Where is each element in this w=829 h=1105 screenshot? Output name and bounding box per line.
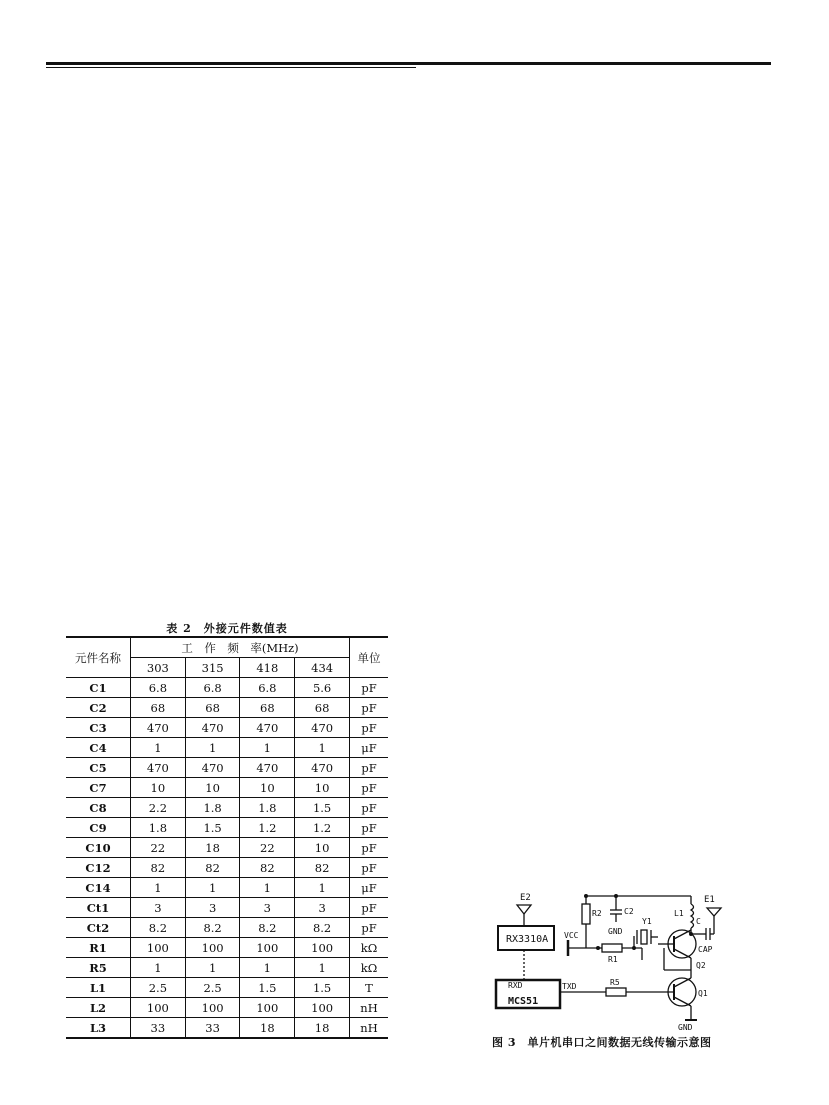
component-value: 10 xyxy=(295,838,350,858)
component-unit: pF xyxy=(350,678,389,698)
component-unit: kΩ xyxy=(350,958,389,978)
component-value: 470 xyxy=(295,758,350,778)
component-value: 1 xyxy=(240,738,295,758)
header-freq-315: 315 xyxy=(185,658,240,678)
component-value: 1.5 xyxy=(185,818,240,838)
component-unit: pF xyxy=(350,858,389,878)
component-value: 2.2 xyxy=(131,798,186,818)
component-value: 6.8 xyxy=(131,678,186,698)
component-value: 82 xyxy=(131,858,186,878)
table-row xyxy=(66,858,388,878)
component-unit: kΩ xyxy=(350,938,389,958)
table-row xyxy=(66,898,388,918)
component-value: 1 xyxy=(131,878,186,898)
component-name: C3 xyxy=(66,718,131,738)
component-unit: pF xyxy=(350,818,389,838)
table-row xyxy=(66,1018,388,1039)
component-value: 470 xyxy=(240,758,295,778)
figure-caption: 图 3 单片机串口之间数据无线传输示意图 xyxy=(492,1036,712,1049)
table-row xyxy=(66,758,388,778)
table-row xyxy=(66,698,388,718)
component-value: 1.8 xyxy=(131,818,186,838)
component-value: 8.2 xyxy=(185,918,240,938)
component-value: 10 xyxy=(295,778,350,798)
component-name: C4 xyxy=(66,738,131,758)
table-row xyxy=(66,878,388,898)
component-value: 8.2 xyxy=(131,918,186,938)
component-value: 1.2 xyxy=(240,818,295,838)
antenna-e1-icon xyxy=(707,908,721,916)
component-value: 18 xyxy=(185,838,240,858)
component-value: 68 xyxy=(240,698,295,718)
component-value: 3 xyxy=(295,898,350,918)
component-value: 6.8 xyxy=(240,678,295,698)
component-value: 1.5 xyxy=(295,978,350,998)
component-unit: μF xyxy=(350,878,389,898)
component-unit: pF xyxy=(350,778,389,798)
component-value: 100 xyxy=(295,998,350,1018)
table-row xyxy=(66,918,388,938)
table-row xyxy=(66,838,388,858)
component-unit: nH xyxy=(350,1018,389,1039)
component-value: 470 xyxy=(185,718,240,738)
component-value: 100 xyxy=(185,938,240,958)
component-value: 5.6 xyxy=(295,678,350,698)
component-unit: pF xyxy=(350,718,389,738)
component-value: 22 xyxy=(240,838,295,858)
component-value: 100 xyxy=(131,938,186,958)
component-value: 33 xyxy=(185,1018,240,1039)
r5-resistor xyxy=(606,988,626,996)
table-caption: 表 2 外接元件数值表 xyxy=(166,622,288,635)
label-rx3310a: RX3310A xyxy=(506,934,549,945)
component-value: 3 xyxy=(131,898,186,918)
component-value: 68 xyxy=(131,698,186,718)
component-name: L1 xyxy=(66,978,131,998)
component-value: 100 xyxy=(240,998,295,1018)
header-freq-418: 418 xyxy=(240,658,295,678)
circuit-diagram xyxy=(486,878,786,1033)
component-name: Ct1 xyxy=(66,898,131,918)
component-value: 100 xyxy=(185,998,240,1018)
component-unit: T xyxy=(350,978,389,998)
component-value: 82 xyxy=(185,858,240,878)
component-value: 18 xyxy=(240,1018,295,1039)
component-name: R5 xyxy=(66,958,131,978)
component-name: C1 xyxy=(66,678,131,698)
component-value: 1 xyxy=(185,878,240,898)
component-unit: pF xyxy=(350,898,389,918)
r1-resistor xyxy=(602,944,622,952)
table-row xyxy=(66,798,388,818)
component-value: 10 xyxy=(185,778,240,798)
label-c: C xyxy=(696,917,701,926)
label-gnd-top: GND xyxy=(608,927,623,936)
header-freq-303: 303 xyxy=(131,658,186,678)
header-freq-434: 434 xyxy=(295,658,350,678)
label-txd: TXD xyxy=(562,982,577,991)
header-rule-thin xyxy=(46,67,416,68)
component-value: 100 xyxy=(131,998,186,1018)
component-value: 1 xyxy=(185,738,240,758)
component-name: C12 xyxy=(66,858,131,878)
label-l1: L1 xyxy=(674,909,684,918)
table-row xyxy=(66,978,388,998)
table-row xyxy=(66,778,388,798)
component-unit: pF xyxy=(350,798,389,818)
component-value: 82 xyxy=(295,858,350,878)
label-e2: E2 xyxy=(520,893,531,903)
component-value: 2.5 xyxy=(131,978,186,998)
component-name: L3 xyxy=(66,1018,131,1039)
component-value: 82 xyxy=(240,858,295,878)
header-unit: 单位 xyxy=(350,637,389,678)
component-value: 1 xyxy=(185,958,240,978)
label-r5: R5 xyxy=(610,978,620,987)
component-value: 1 xyxy=(131,738,186,758)
component-value: 1 xyxy=(240,958,295,978)
label-vcc: VCC xyxy=(564,931,579,940)
component-value: 470 xyxy=(240,718,295,738)
table-row xyxy=(66,998,388,1018)
table-row xyxy=(66,738,388,758)
component-value: 18 xyxy=(295,1018,350,1039)
component-name: C2 xyxy=(66,698,131,718)
component-value: 1 xyxy=(131,958,186,978)
label-r2: R2 xyxy=(592,909,602,918)
label-rxd: RXD xyxy=(508,981,523,990)
y1-crystal xyxy=(641,930,647,944)
component-value: 33 xyxy=(131,1018,186,1039)
table-row xyxy=(66,958,388,978)
label-e1: E1 xyxy=(704,895,715,905)
label-c2: C2 xyxy=(624,907,634,916)
component-value: 3 xyxy=(240,898,295,918)
component-value: 1 xyxy=(295,738,350,758)
component-value: 3 xyxy=(185,898,240,918)
label-q2: Q2 xyxy=(696,961,706,970)
component-name: R1 xyxy=(66,938,131,958)
table-body xyxy=(66,678,388,1039)
component-name: C7 xyxy=(66,778,131,798)
component-unit: pF xyxy=(350,918,389,938)
component-unit: nH xyxy=(350,998,389,1018)
component-name: C14 xyxy=(66,878,131,898)
table-row xyxy=(66,718,388,738)
component-value: 1 xyxy=(240,878,295,898)
component-value: 1 xyxy=(295,878,350,898)
component-value: 1.2 xyxy=(295,818,350,838)
component-unit: pF xyxy=(350,838,389,858)
component-table xyxy=(66,636,388,1039)
component-name: C10 xyxy=(66,838,131,858)
component-value: 10 xyxy=(240,778,295,798)
table-row xyxy=(66,818,388,838)
component-value: 6.8 xyxy=(185,678,240,698)
table-row xyxy=(66,678,388,698)
component-name: C8 xyxy=(66,798,131,818)
label-gnd-bottom: GND xyxy=(678,1023,693,1032)
component-value: 8.2 xyxy=(295,918,350,938)
component-unit: μF xyxy=(350,738,389,758)
component-value: 1.8 xyxy=(185,798,240,818)
component-name: C5 xyxy=(66,758,131,778)
label-q1: Q1 xyxy=(698,989,708,998)
component-value: 68 xyxy=(295,698,350,718)
component-value: 8.2 xyxy=(240,918,295,938)
component-value: 1.5 xyxy=(240,978,295,998)
component-name: C9 xyxy=(66,818,131,838)
component-value: 22 xyxy=(131,838,186,858)
component-value: 470 xyxy=(131,758,186,778)
component-unit: pF xyxy=(350,758,389,778)
component-value: 470 xyxy=(131,718,186,738)
r2-resistor xyxy=(582,904,590,924)
label-mcs51: MCS51 xyxy=(508,996,539,1007)
component-value: 470 xyxy=(185,758,240,778)
table-row xyxy=(66,938,388,958)
component-name: L2 xyxy=(66,998,131,1018)
header-frequency: 工 作 频 率(MHz) xyxy=(131,637,350,658)
component-value: 68 xyxy=(185,698,240,718)
label-r1: R1 xyxy=(608,955,618,964)
header-name: 元件名称 xyxy=(66,637,131,678)
component-value: 1.8 xyxy=(240,798,295,818)
component-value: 470 xyxy=(295,718,350,738)
component-value: 1 xyxy=(295,958,350,978)
label-y1: Y1 xyxy=(642,917,652,926)
component-value: 1.5 xyxy=(295,798,350,818)
component-value: 100 xyxy=(295,938,350,958)
component-value: 10 xyxy=(131,778,186,798)
component-unit: pF xyxy=(350,698,389,718)
antenna-e2-icon xyxy=(517,905,531,926)
label-cap: CAP xyxy=(698,945,713,954)
component-name: Ct2 xyxy=(66,918,131,938)
header-rule xyxy=(46,62,771,65)
component-value: 2.5 xyxy=(185,978,240,998)
component-value: 100 xyxy=(240,938,295,958)
